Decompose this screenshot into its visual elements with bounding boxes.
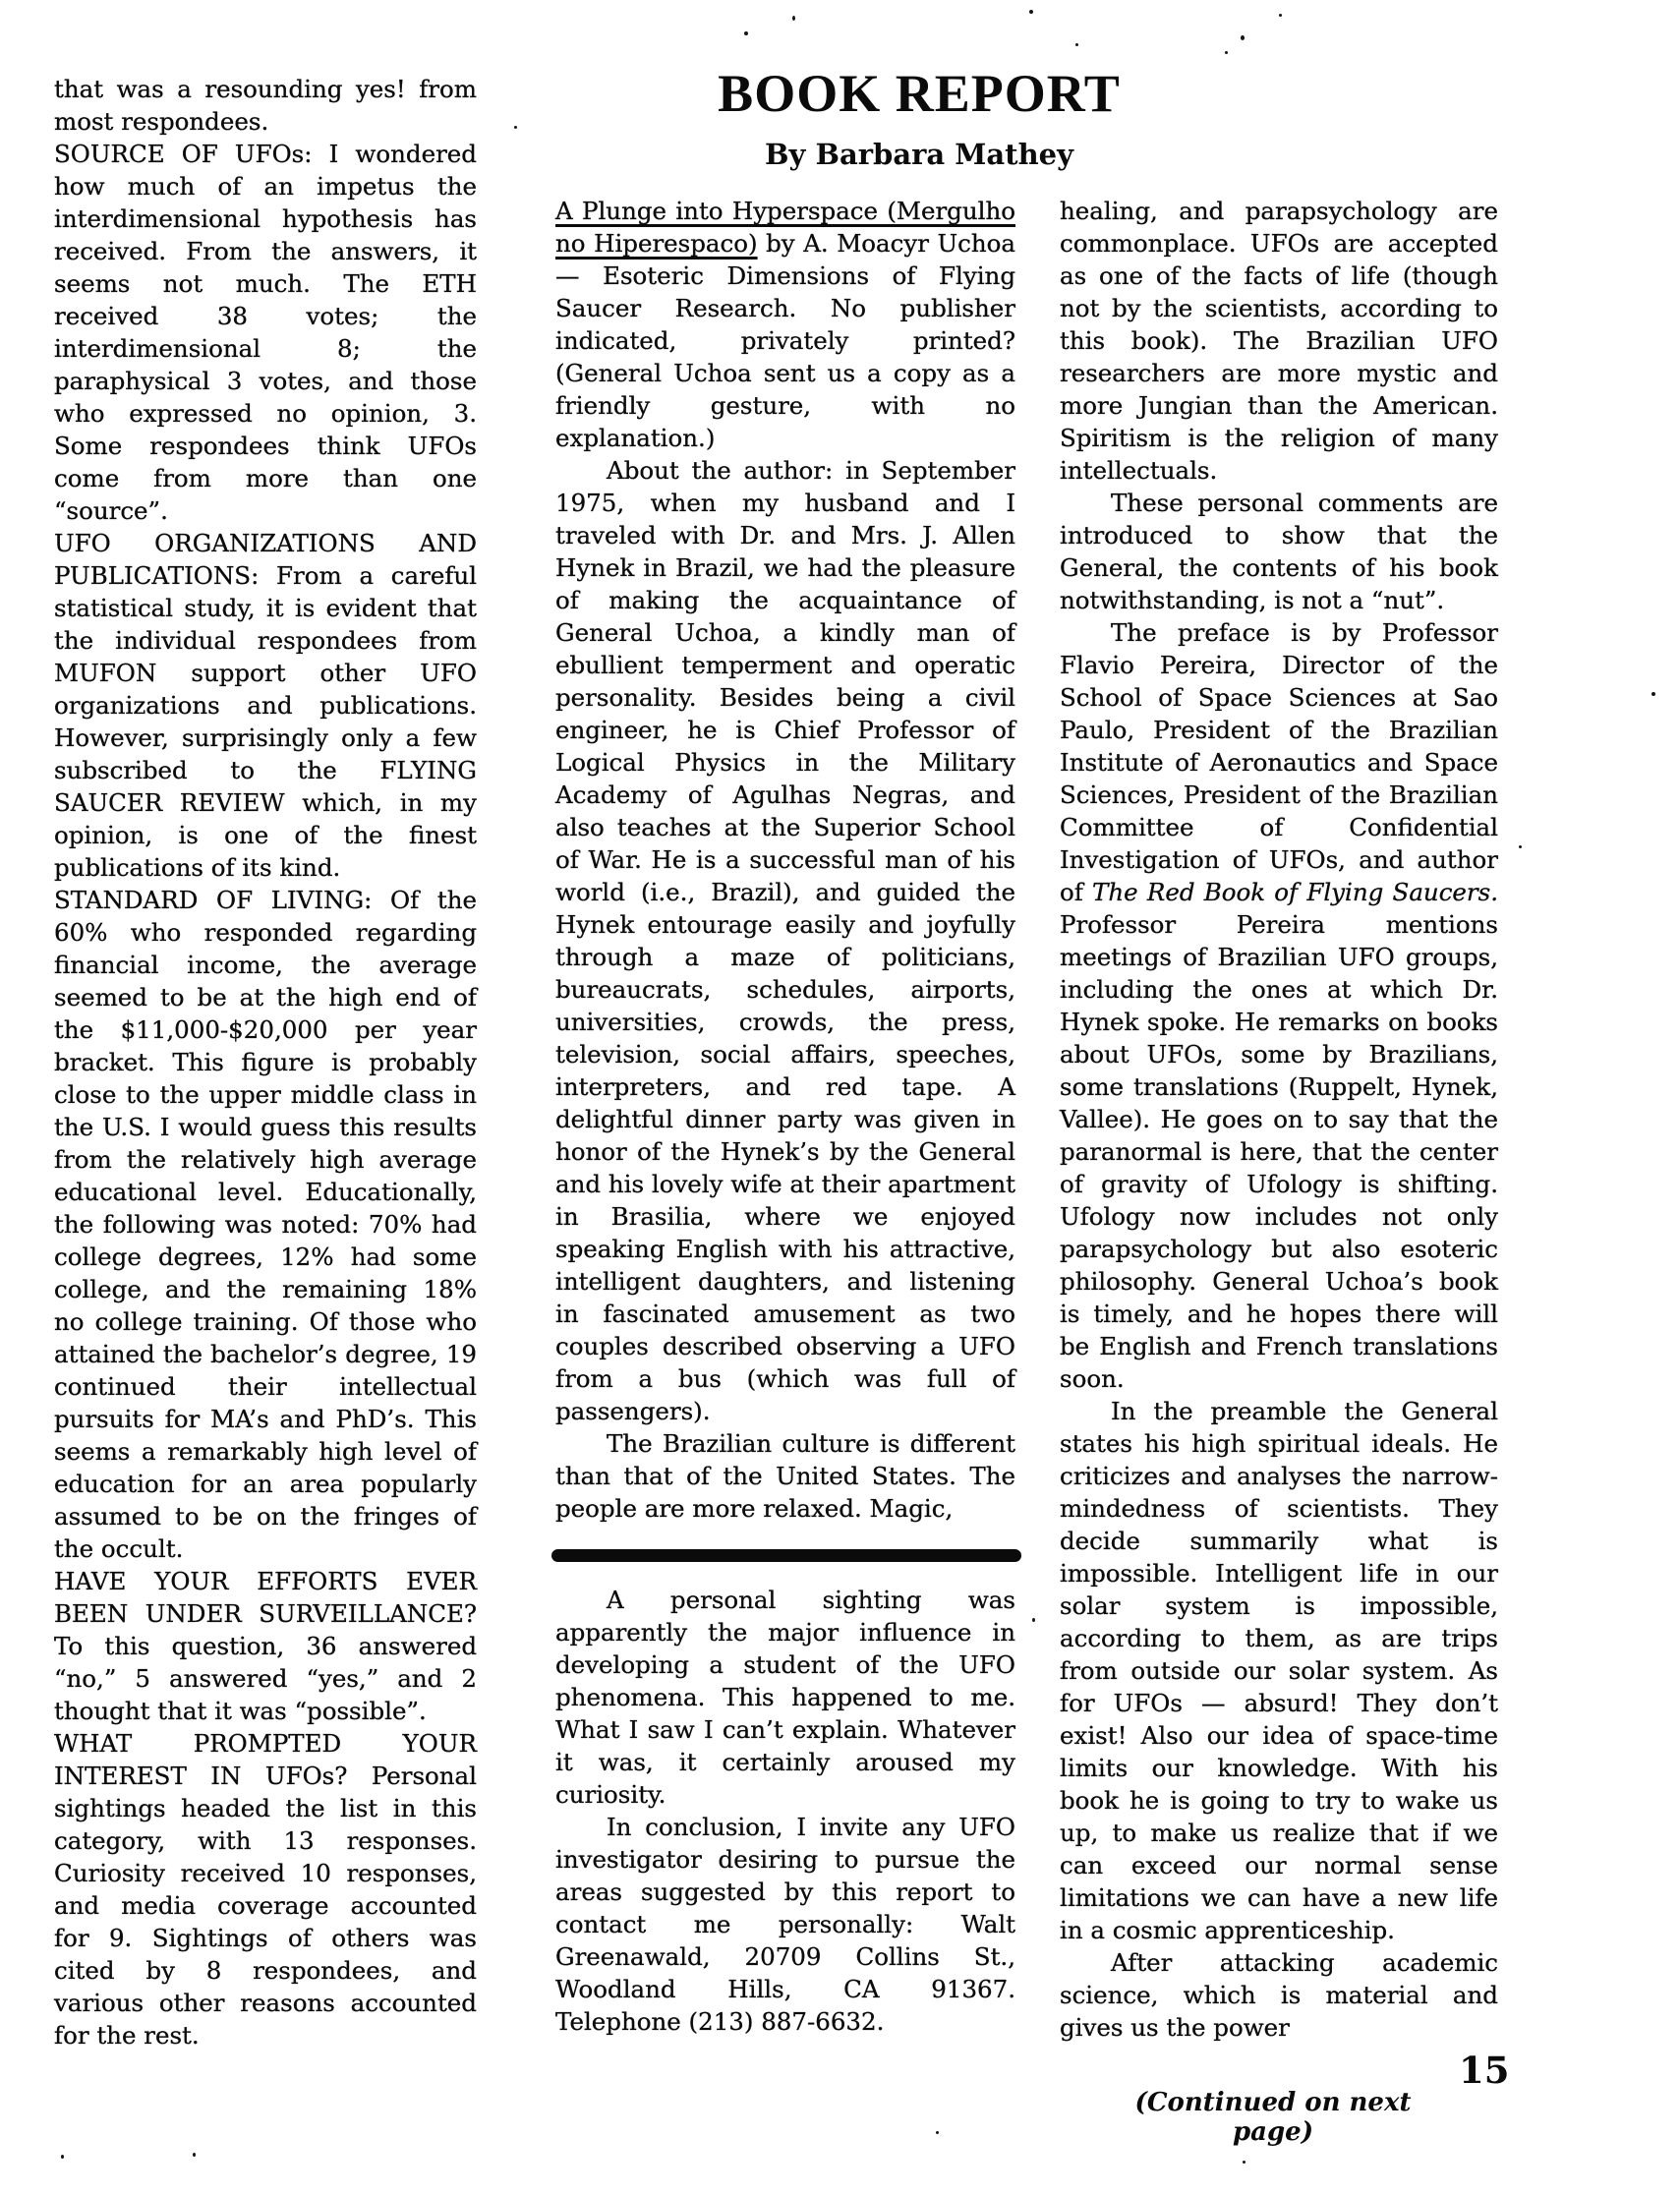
paragraph: that was a resounding yes! from most respondees. [54, 75, 477, 136]
paragraph-healing-parapsychology: healing, and parapsychology are commonplace. UFOs are accepted as one of the facts of life (though not by the scientists, according to this book). The Brazilian UFO researchers are more mystic and more Jungian than the American. Spiritism is the religion of many intellectuals. [1060, 197, 1498, 485]
page-number: 15 [1459, 2049, 1510, 2092]
scan-speck [1032, 1618, 1035, 1622]
scan-speck [1075, 43, 1078, 46]
paragraph-what-prompted-interest: WHAT PROMPTED YOUR INTEREST IN UFOs? Personal sightings headed the list in this category, with 13 responses. Curiosity received 10 responses, and media coverage accounted for 9. Sightings of others was cited by 8 respondees, and various other reasons accounted for the rest. [54, 1729, 477, 2050]
paragraph-about-the-author: About the author: in September 1975, when my husband and I traveled with Dr. and Mrs. J. Allen Hynek in Brazil, we had the pleasure of making the acquaintance of General Uchoa, a kindly man of ebullient temperment and operatic personality. Besides being a civil engineer, he is Chief Professor of Logical Physics in the Military Academy of Agulhas Negras, and also teaches at the Superior School of War. He is a successful man of his world (i.e., Brazil), and guided the Hynek entourage easily and joyfully through a maze of politicians, bureaucrats, schedules, airports, universities, crowds, the press, television, social affairs, speeches, interpreters, and red tape. A delightful dinner party was given in honor of the Hynek’s by the General and his lovely wife at their apartment in Brasilia, where we enjoyed speaking English with his attractive, intelligent daughters, and listening in fascinated amusement as two couples described observing a UFO from a bus (which was full of passengers). [555, 456, 1015, 1425]
paragraph-after-attacking-science: After attacking academic science, which is material and gives us the power [1060, 1948, 1498, 2042]
book-credit: by A. Moacyr Uchoa — Esoteric Dimensions of Flying Saucer Research. No publisher indicated, privately printed? (General Uchoa sent us a copy as a friendly gesture, with no explanation.) [555, 229, 1015, 452]
paragraph-source-of-ufos: SOURCE OF UFOs: I wondered how much of an impetus the interdimensional hypothesis has received. From the answers, it seems not much. The ETH received 38 votes; the interdimensional 8; the paraphysical 3 votes, and those who expressed no opinion, 3. Some respondees think UFOs come from more than one “source”. [54, 140, 477, 525]
middle-column [555, 195, 1015, 2038]
scan-speck [1651, 692, 1655, 696]
paragraph-personal-comments: These personal comments are introduced to show that the General, the contents of his book notwithstanding, is not a “nut”. [1060, 489, 1498, 614]
scan-speck [514, 126, 517, 129]
book-title: A Plunge into Hyperspace (Mergulho no Hiperespaco) [555, 197, 1015, 258]
paragraph-preface [1060, 616, 1498, 1395]
scan-speck [61, 2155, 64, 2159]
paragraph-personal-sighting: A personal sighting was apparently the major influence in developing a student of the UFO phenomena. This happened to me. What I saw I can’t explain. Whatever it was, it certainly aroused my curiosity. [555, 1586, 1015, 1809]
paragraph-surveillance: HAVE YOUR EFFORTS EVER BEEN UNDER SURVEILLANCE? To this question, 36 answered “no,” 5 answered “yes,” and 2 thought that it was “possible”. [54, 1567, 477, 1725]
page-title: BOOK REPORT [718, 64, 1121, 123]
preface-text: The preface is by Professor Flavio Pereira, Director of the School of Space Sciences at Sao Paulo, President of the Brazilian Institute of Aeronautics and Space Sciences, President of the Brazilian Committee of Confidential Investigation of UFOs, and author of [1060, 618, 1498, 906]
scan-speck [1241, 35, 1245, 40]
continued-note: (Continued on next page) [1134, 2088, 1412, 2147]
scan-speck [193, 2153, 196, 2157]
scan-speck [1519, 845, 1522, 848]
cited-book-title: The Red Book of Flying Saucers. [1092, 878, 1499, 906]
paragraph-brazilian-culture: The Brazilian culture is different than that of the United States. The people are more relaxed. Magic, [555, 1429, 1015, 1523]
paragraph-standard-of-living: STANDARD OF LIVING: Of the 60% who responded regarding financial income, the average seemed to be at the high end of the $11,000-$20,000 per year bracket. This figure is probably close to the upper middle class in the U.S. I would guess this results from the relatively high average educational level. Educationally, the following was noted: 70% had college degrees, 12% had some college, and the remaining 18% no college training. Of those who attained the bachelor’s degree, 19 continued their intellectual pursuits for MA’s and PhD’s. This seems a remarkably high level of education for an area popularly assumed to be on the fringes of the occult. [54, 886, 477, 1563]
right-column [1060, 195, 1498, 2044]
book-review-heading [555, 195, 1015, 454]
paragraph-ufo-organizations: UFO ORGANIZATIONS AND PUBLICATIONS: From a careful statistical study, it is evident that the individual respondees from MUFON support other UFO organizations and publications. However, surprisingly only a few subscribed to the FLYING SAUCER REVIEW which, in my opinion, is one of the finest publications of its kind. [54, 529, 477, 882]
scan-speck [1243, 2161, 1246, 2164]
paragraph-in-conclusion: In conclusion, I invite any UFO investigator desiring to pursue the areas suggested by this report to contact me personally: Walt Greenawald, 20709 Collins St., Woodland Hills, CA 91367. Telephone (213) 887-6632. [555, 1813, 1015, 2036]
section-divider-rule [551, 1549, 1021, 1562]
scan-speck [792, 16, 795, 21]
left-column [54, 73, 477, 2052]
scan-speck [1279, 14, 1282, 17]
scan-speck [936, 2131, 939, 2134]
scan-speck [744, 31, 748, 35]
byline: By Barbara Mathey [765, 138, 1073, 171]
scan-speck [1225, 51, 1228, 54]
scan-speck [1029, 10, 1033, 14]
preface-text-continued: Professor Pereira mentions meetings of Brazilian UFO groups, including the ones at which Dr. Hynek spoke. He remarks on books about UFOs, some by Brazilians, some translations (Ruppelt, Hynek, Vallee). He goes on to say that the paranormal is here, that the center of gravity of Ufology is shifting. Ufology now includes not only parapsychology but also esoteric philosophy. General Uchoa’s book is timely, and he hopes there will be English and French translations soon. [1060, 910, 1498, 1393]
paragraph-preamble: In the preamble the General states his high spiritual ideals. He criticizes and analyses the narrow-mindedness of scientists. They decide summarily what is impossible. Intelligent life in our solar system is impossible, according to them, as are trips from outside our solar system. As for UFOs — absurd! They don’t exist! Also our idea of space-time limits our knowledge. With his book he is going to try to wake us up, to make us realize that if we can exceed our normal sense limitations we can have a new life in a cosmic apprenticeship. [1060, 1397, 1498, 1944]
